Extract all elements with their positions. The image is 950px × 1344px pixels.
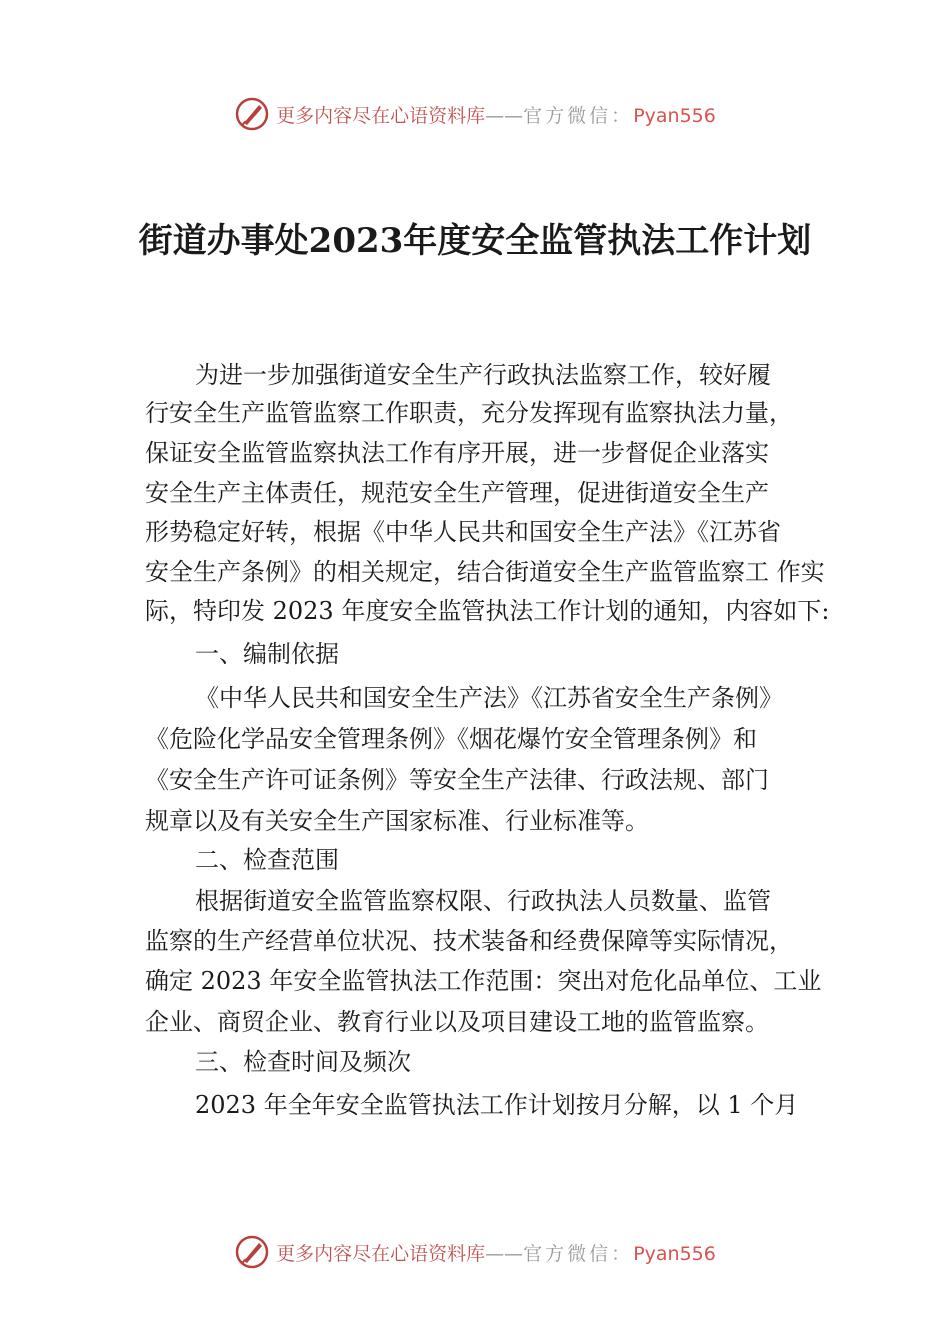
quill-pen-seal-icon <box>234 1234 270 1270</box>
watermark-promo-text: 更多内容尽在心语资料库 <box>276 1242 486 1265</box>
watermark-wechat-id: Pyan556 <box>633 104 716 127</box>
body-line: 监察的生产经营单位状况、技术装备和经费保障等实际情况， <box>145 927 793 955</box>
section-heading: 二、检查范围 <box>195 846 339 874</box>
body-line: 安全生产条例》的相关规定，结合街道安全生产监管监察工 作实 <box>145 558 825 586</box>
body-line: 规章以及有关安全生产国家标准、行业标准等。 <box>145 807 649 835</box>
watermark-wechat-id: Pyan556 <box>633 1242 716 1265</box>
body-line: 企业、商贸企业、教育行业以及项目建设工地的监管监察。 <box>145 1008 769 1036</box>
watermark-banner-bottom <box>0 1232 950 1272</box>
body-line: 际，特印发 2023 年度安全监管执法工作计划的通知，内容如下: <box>145 597 830 625</box>
body-line: 《危险化学品安全管理条例》《烟花爆竹安全管理条例》和 <box>145 725 757 753</box>
document-title: 街道办事处2023年度安全监管执法工作计划 <box>138 220 812 261</box>
section-heading: 三、检查时间及频次 <box>195 1048 411 1076</box>
body-line: 保证安全监管监察执法工作有序开展，进一步督促企业落实 <box>145 439 769 467</box>
watermark-separator: —— <box>485 104 524 127</box>
quill-pen-seal-icon <box>234 96 270 132</box>
body-line: 《中华人民共和国安全生产法》《江苏省安全生产条例》 <box>195 684 783 712</box>
body-line: 根据街道安全监管监察权限、行政执法人员数量、监管 <box>195 887 771 915</box>
body-line: 2023 年全年安全监管执法工作计划按月分解，以 1 个月 <box>195 1091 799 1119</box>
watermark-separator: —— <box>485 1242 524 1265</box>
body-line: 确定 2023 年安全监管执法工作范围：突出对危化品单位、工业 <box>145 967 822 995</box>
watermark-wechat-label: 官方微信： <box>523 1242 634 1265</box>
body-line: 《安全生产许可证条例》等安全生产法律、行政法规、部门 <box>145 766 769 794</box>
body-line: 形势稳定好转，根据《中华人民共和国安全生产法》《江苏省 <box>145 518 781 546</box>
watermark-wechat-label: 官方微信： <box>523 104 634 127</box>
body-line: 安全生产主体责任，规范安全生产管理，促进街道安全生产 <box>145 479 769 507</box>
body-line: 为进一步加强街道安全生产行政执法监察工作，较好履 <box>195 361 771 389</box>
watermark-promo-text: 更多内容尽在心语资料库 <box>276 104 486 127</box>
section-heading: 一、编制依据 <box>195 640 339 668</box>
watermark-banner-top <box>0 94 950 134</box>
body-line: 行安全生产监管监察工作职责，充分发挥现有监察执法力量， <box>145 399 793 427</box>
